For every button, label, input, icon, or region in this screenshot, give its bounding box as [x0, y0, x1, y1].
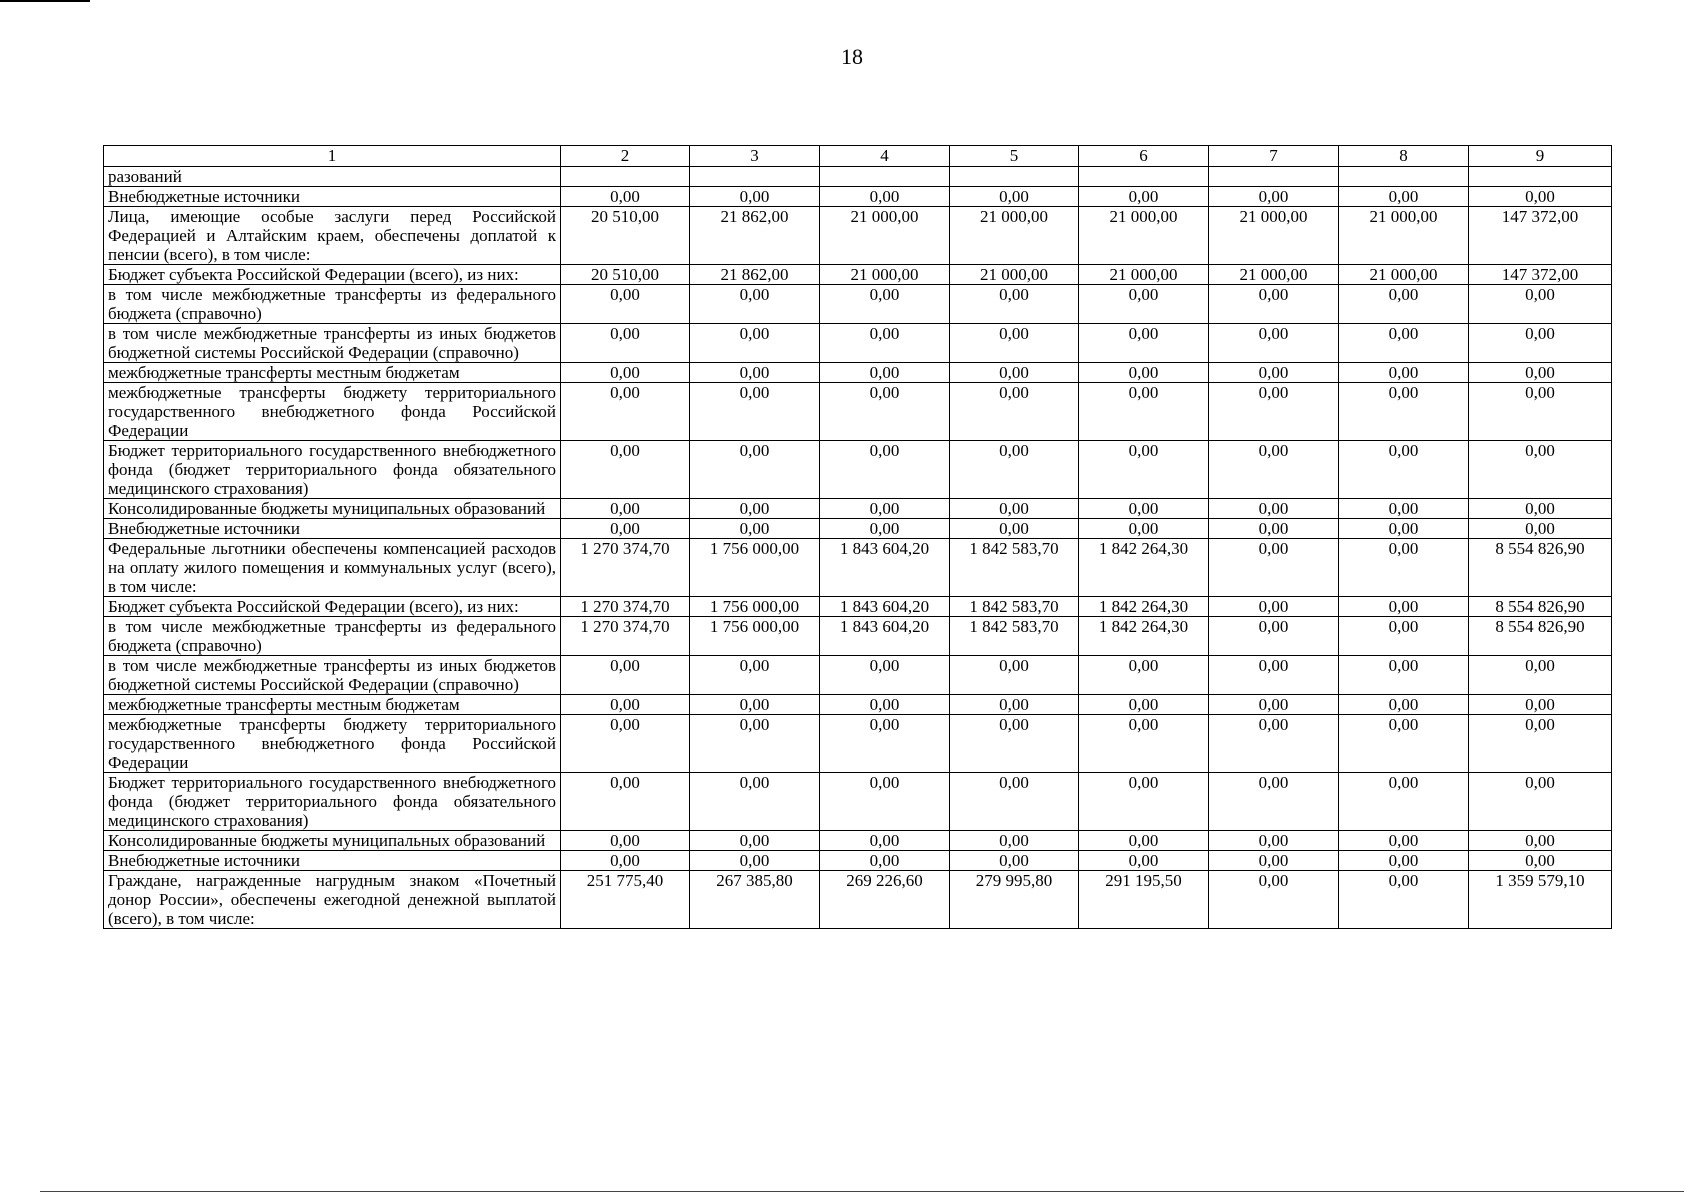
row-label: Граждане, награжденные нагрудным знаком «Почетный донор России», обеспечены ежегодной денежной выплатой (всего), в том числе: [104, 871, 561, 929]
value-cell: 0,00 [820, 773, 950, 831]
value-cell: 0,00 [690, 715, 820, 773]
value-cell: 0,00 [690, 285, 820, 324]
value-cell: 0,00 [820, 519, 950, 539]
table-row [104, 831, 1612, 851]
value-cell: 1 756 000,00 [690, 617, 820, 656]
value-cell: 1 842 583,70 [950, 539, 1079, 597]
row-label: Внебюджетные источники [104, 519, 561, 539]
column-header: 2 [561, 146, 690, 167]
value-cell: 0,00 [950, 324, 1079, 363]
value-cell: 0,00 [561, 383, 690, 441]
row-label: межбюджетные трансферты местным бюджетам [104, 695, 561, 715]
value-cell: 0,00 [690, 499, 820, 519]
value-cell: 0,00 [1079, 773, 1209, 831]
row-label: Внебюджетные источники [104, 851, 561, 871]
value-cell: 21 000,00 [1079, 207, 1209, 265]
value-cell [690, 167, 820, 187]
value-cell: 0,00 [690, 851, 820, 871]
value-cell: 0,00 [1209, 285, 1339, 324]
value-cell: 0,00 [561, 441, 690, 499]
value-cell: 0,00 [1469, 383, 1612, 441]
value-cell: 0,00 [1339, 851, 1469, 871]
value-cell: 0,00 [1079, 363, 1209, 383]
value-cell: 0,00 [1469, 851, 1612, 871]
value-cell: 0,00 [1209, 871, 1339, 929]
value-cell: 0,00 [1469, 773, 1612, 831]
value-cell: 0,00 [1469, 499, 1612, 519]
column-header: 3 [690, 146, 820, 167]
value-cell: 0,00 [1079, 695, 1209, 715]
value-cell: 0,00 [690, 773, 820, 831]
value-cell: 0,00 [561, 851, 690, 871]
value-cell: 0,00 [561, 715, 690, 773]
value-cell: 0,00 [820, 499, 950, 519]
value-cell: 0,00 [1339, 363, 1469, 383]
value-cell: 291 195,50 [1079, 871, 1209, 929]
value-cell: 0,00 [1079, 324, 1209, 363]
table-body [104, 167, 1612, 929]
table-row [104, 285, 1612, 324]
value-cell: 0,00 [950, 851, 1079, 871]
value-cell: 279 995,80 [950, 871, 1079, 929]
value-cell: 0,00 [950, 441, 1079, 499]
value-cell: 1 842 264,30 [1079, 539, 1209, 597]
value-cell: 8 554 826,90 [1469, 617, 1612, 656]
value-cell: 0,00 [1209, 773, 1339, 831]
value-cell: 0,00 [1339, 773, 1469, 831]
value-cell: 0,00 [1209, 539, 1339, 597]
value-cell: 0,00 [1469, 519, 1612, 539]
value-cell: 0,00 [950, 383, 1079, 441]
value-cell: 0,00 [690, 831, 820, 851]
value-cell: 0,00 [1079, 656, 1209, 695]
value-cell: 0,00 [820, 695, 950, 715]
value-cell [1209, 167, 1339, 187]
column-header: 6 [1079, 146, 1209, 167]
row-label: Консолидированные бюджеты муниципальных образований [104, 499, 561, 519]
row-label: Бюджет субъекта Российской Федерации (всего), из них: [104, 265, 561, 285]
column-header: 5 [950, 146, 1079, 167]
value-cell: 0,00 [820, 831, 950, 851]
value-cell: 0,00 [1079, 519, 1209, 539]
value-cell: 267 385,80 [690, 871, 820, 929]
value-cell: 0,00 [1209, 519, 1339, 539]
value-cell [1079, 167, 1209, 187]
row-label: в том числе межбюджетные трансферты из федерального бюджета (справочно) [104, 617, 561, 656]
value-cell: 0,00 [1339, 499, 1469, 519]
value-cell: 251 775,40 [561, 871, 690, 929]
table-row [104, 441, 1612, 499]
column-header: 1 [104, 146, 561, 167]
table-row [104, 207, 1612, 265]
table-row [104, 383, 1612, 441]
value-cell: 21 862,00 [690, 265, 820, 285]
value-cell: 0,00 [950, 831, 1079, 851]
table-row [104, 499, 1612, 519]
table-row [104, 539, 1612, 597]
value-cell: 0,00 [561, 499, 690, 519]
value-cell: 8 554 826,90 [1469, 539, 1612, 597]
value-cell: 1 842 583,70 [950, 597, 1079, 617]
value-cell: 1 842 264,30 [1079, 617, 1209, 656]
value-cell: 1 270 374,70 [561, 617, 690, 656]
column-header: 9 [1469, 146, 1612, 167]
table-row [104, 167, 1612, 187]
value-cell: 0,00 [561, 773, 690, 831]
value-cell: 0,00 [1469, 656, 1612, 695]
header-row [104, 146, 1612, 167]
budget-table [103, 145, 1612, 929]
page-number: 18 [841, 44, 863, 69]
value-cell: 0,00 [1469, 285, 1612, 324]
value-cell: 0,00 [561, 656, 690, 695]
row-label: Бюджет территориального государственного внебюджетного фонда (бюджет территориального фонда обязательного медицинского страхования) [104, 773, 561, 831]
value-cell: 21 000,00 [1339, 265, 1469, 285]
value-cell: 0,00 [1469, 831, 1612, 851]
value-cell: 0,00 [561, 695, 690, 715]
table-row [104, 851, 1612, 871]
value-cell: 0,00 [1339, 324, 1469, 363]
value-cell: 1 756 000,00 [690, 597, 820, 617]
value-cell: 1 359 579,10 [1469, 871, 1612, 929]
value-cell: 0,00 [1469, 441, 1612, 499]
value-cell: 0,00 [1209, 363, 1339, 383]
value-cell: 0,00 [820, 441, 950, 499]
row-label: Лица, имеющие особые заслуги перед Российской Федерацией и Алтайским краем, обеспечены доплатой к пенсии (всего), в том числе: [104, 207, 561, 265]
table-row [104, 773, 1612, 831]
value-cell [820, 167, 950, 187]
value-cell: 21 000,00 [1079, 265, 1209, 285]
value-cell: 0,00 [690, 187, 820, 207]
value-cell: 0,00 [1209, 831, 1339, 851]
value-cell: 147 372,00 [1469, 265, 1612, 285]
table-row [104, 656, 1612, 695]
value-cell: 0,00 [1209, 656, 1339, 695]
table-row [104, 363, 1612, 383]
value-cell: 21 862,00 [690, 207, 820, 265]
bottom-edge-rule [40, 1191, 1684, 1192]
value-cell: 21 000,00 [1209, 207, 1339, 265]
value-cell: 0,00 [1339, 871, 1469, 929]
value-cell: 21 000,00 [1209, 265, 1339, 285]
value-cell: 0,00 [690, 656, 820, 695]
value-cell: 0,00 [1209, 851, 1339, 871]
value-cell: 1 756 000,00 [690, 539, 820, 597]
value-cell: 0,00 [1339, 617, 1469, 656]
value-cell: 1 843 604,20 [820, 539, 950, 597]
column-header: 4 [820, 146, 950, 167]
value-cell: 0,00 [1339, 715, 1469, 773]
table-row [104, 715, 1612, 773]
value-cell: 0,00 [1209, 441, 1339, 499]
value-cell: 0,00 [820, 383, 950, 441]
value-cell: 0,00 [1079, 285, 1209, 324]
row-label: Бюджет территориального государственного внебюджетного фонда (бюджет территориального фонда обязательного медицинского страхования) [104, 441, 561, 499]
row-label: межбюджетные трансферты местным бюджетам [104, 363, 561, 383]
value-cell: 0,00 [561, 187, 690, 207]
row-label: в том числе межбюджетные трансферты из иных бюджетов бюджетной системы Российской Федерации (справочно) [104, 656, 561, 695]
row-label: Консолидированные бюджеты муниципальных образований [104, 831, 561, 851]
value-cell: 1 842 583,70 [950, 617, 1079, 656]
value-cell: 0,00 [820, 187, 950, 207]
value-cell: 21 000,00 [950, 207, 1079, 265]
value-cell: 0,00 [1209, 187, 1339, 207]
value-cell: 0,00 [820, 851, 950, 871]
table-row [104, 695, 1612, 715]
value-cell: 0,00 [1339, 695, 1469, 715]
value-cell: 0,00 [1339, 831, 1469, 851]
value-cell: 0,00 [690, 383, 820, 441]
value-cell: 20 510,00 [561, 207, 690, 265]
value-cell: 1 270 374,70 [561, 597, 690, 617]
value-cell: 1 843 604,20 [820, 617, 950, 656]
table-row [104, 187, 1612, 207]
value-cell: 0,00 [950, 519, 1079, 539]
value-cell: 0,00 [1209, 324, 1339, 363]
value-cell: 0,00 [1339, 539, 1469, 597]
value-cell: 0,00 [1469, 324, 1612, 363]
value-cell: 0,00 [690, 519, 820, 539]
row-label: разований [104, 167, 561, 187]
value-cell: 0,00 [561, 285, 690, 324]
value-cell: 0,00 [1339, 597, 1469, 617]
value-cell: 0,00 [561, 519, 690, 539]
value-cell: 21 000,00 [820, 265, 950, 285]
value-cell: 0,00 [1209, 383, 1339, 441]
value-cell: 0,00 [950, 187, 1079, 207]
value-cell: 0,00 [561, 324, 690, 363]
value-cell: 0,00 [1339, 383, 1469, 441]
value-cell: 0,00 [1469, 695, 1612, 715]
value-cell: 0,00 [1209, 695, 1339, 715]
value-cell: 0,00 [1079, 383, 1209, 441]
value-cell: 0,00 [820, 715, 950, 773]
value-cell: 0,00 [1079, 187, 1209, 207]
table-row [104, 617, 1612, 656]
value-cell [1469, 167, 1612, 187]
value-cell: 0,00 [1209, 715, 1339, 773]
row-label: Бюджет субъекта Российской Федерации (всего), из них: [104, 597, 561, 617]
value-cell: 0,00 [690, 695, 820, 715]
value-cell: 1 270 374,70 [561, 539, 690, 597]
row-label: межбюджетные трансферты бюджету территориального государственного внебюджетного фонда Российской Федерации [104, 715, 561, 773]
value-cell: 0,00 [950, 656, 1079, 695]
value-cell: 0,00 [1339, 656, 1469, 695]
value-cell: 0,00 [1339, 519, 1469, 539]
value-cell: 0,00 [1339, 441, 1469, 499]
value-cell: 0,00 [1079, 831, 1209, 851]
value-cell: 147 372,00 [1469, 207, 1612, 265]
value-cell: 0,00 [950, 715, 1079, 773]
table-row [104, 265, 1612, 285]
table-row [104, 324, 1612, 363]
row-label: в том числе межбюджетные трансферты из федерального бюджета (справочно) [104, 285, 561, 324]
value-cell: 0,00 [1079, 851, 1209, 871]
value-cell [561, 167, 690, 187]
value-cell: 1 843 604,20 [820, 597, 950, 617]
value-cell: 0,00 [950, 363, 1079, 383]
row-label: межбюджетные трансферты бюджету территориального государственного внебюджетного фонда Российской Федерации [104, 383, 561, 441]
value-cell: 0,00 [950, 695, 1079, 715]
table-row [104, 871, 1612, 929]
value-cell: 0,00 [561, 363, 690, 383]
value-cell: 0,00 [1339, 187, 1469, 207]
value-cell: 0,00 [561, 831, 690, 851]
value-cell: 0,00 [950, 499, 1079, 519]
table-row [104, 519, 1612, 539]
value-cell: 0,00 [820, 656, 950, 695]
row-label: Внебюджетные источники [104, 187, 561, 207]
value-cell: 8 554 826,90 [1469, 597, 1612, 617]
value-cell: 0,00 [1469, 363, 1612, 383]
value-cell: 0,00 [1079, 715, 1209, 773]
value-cell: 0,00 [1079, 499, 1209, 519]
value-cell: 0,00 [1209, 597, 1339, 617]
value-cell: 1 842 264,30 [1079, 597, 1209, 617]
value-cell: 20 510,00 [561, 265, 690, 285]
value-cell: 0,00 [950, 285, 1079, 324]
row-label: Федеральные льготники обеспечены компенсацией расходов на оплату жилого помещения и коммунальных услуг (всего), в том числе: [104, 539, 561, 597]
column-header: 8 [1339, 146, 1469, 167]
top-edge-rule [0, 0, 90, 2]
value-cell: 0,00 [690, 441, 820, 499]
value-cell [1339, 167, 1469, 187]
value-cell: 0,00 [950, 773, 1079, 831]
value-cell: 0,00 [820, 363, 950, 383]
column-header: 7 [1209, 146, 1339, 167]
value-cell [950, 167, 1079, 187]
value-cell: 0,00 [820, 324, 950, 363]
value-cell: 0,00 [1339, 285, 1469, 324]
value-cell: 0,00 [1469, 187, 1612, 207]
value-cell: 21 000,00 [950, 265, 1079, 285]
table-row [104, 597, 1612, 617]
row-label: в том числе межбюджетные трансферты из иных бюджетов бюджетной системы Российской Федерации (справочно) [104, 324, 561, 363]
value-cell: 0,00 [820, 285, 950, 324]
value-cell: 0,00 [690, 363, 820, 383]
value-cell: 0,00 [1079, 441, 1209, 499]
value-cell: 21 000,00 [820, 207, 950, 265]
value-cell: 0,00 [1209, 499, 1339, 519]
value-cell: 269 226,60 [820, 871, 950, 929]
value-cell: 21 000,00 [1339, 207, 1469, 265]
value-cell: 0,00 [1209, 617, 1339, 656]
value-cell: 0,00 [1469, 715, 1612, 773]
value-cell: 0,00 [690, 324, 820, 363]
